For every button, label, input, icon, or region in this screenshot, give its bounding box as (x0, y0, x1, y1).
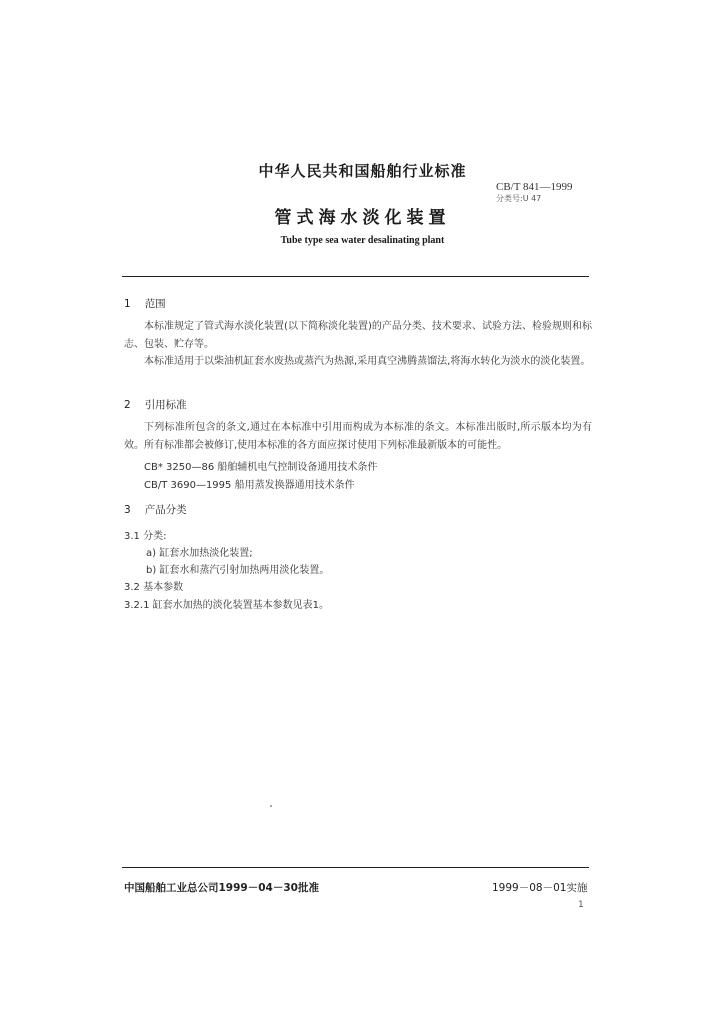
section-3-title: 产品分类 (144, 504, 187, 516)
section-2-heading (124, 397, 187, 412)
section-2-number: 2 (124, 399, 131, 411)
section-1-heading (124, 296, 166, 311)
classification-item-b: b) 缸套水和蒸汽引射加热两用淡化装置。 (146, 565, 330, 576)
page-number: 1 (578, 900, 584, 910)
section-3-1-heading: 3.1 分类: (124, 531, 167, 542)
standard-code: CB/T 841—1999 (496, 181, 573, 193)
footer-divider (122, 867, 589, 868)
classification-number: 分类号:U 47 (496, 194, 542, 203)
section-1-paragraph-1: 本标准规定了管式海水淡化装置(以下简称淡化装置)的产品分类、技术要求、试验方法、检验规则和标志、包装、贮存等。 (124, 321, 592, 350)
approval-note: 中国船舶工业总公司1999－04－30批准 (124, 882, 319, 894)
implementation-date: 1999－08－01实施 (492, 882, 588, 894)
header-divider (122, 276, 589, 277)
section-1-paragraph-2: 本标准适用于以柴油机缸套水废热或蒸汽为热源,采用真空沸腾蒸馏法,将海水转化为淡水的淡化装置。 (144, 356, 591, 367)
section-3-heading (124, 502, 187, 517)
reference-standard-1: CB* 3250—86 船舶辅机电气控制设备通用技术条件 (144, 462, 378, 473)
document-title-en: Tube type sea water desalinating plant (280, 235, 445, 246)
section-3-2-1-text: 3.2.1 缸套水加热的淡化装置基本参数见表1。 (124, 600, 329, 611)
section-3-2-heading: 3.2 基本参数 (124, 582, 184, 593)
section-2-paragraph-1: 下列标准所包含的条文,通过在本标准中引用而构成为本标准的条文。本标准出版时,所示版本均为有效。所有标准都会被修订,使用本标准的各方面应探讨使用下列标准最新版本的可能性。 (124, 422, 592, 451)
reference-standard-2: CB/T 3690—1995 船用蒸发换器通用技术条件 (144, 480, 355, 491)
classification-item-a: a) 缸套水加热淡化装置; (146, 548, 253, 559)
section-3-number: 3 (124, 504, 131, 516)
section-2-title: 引用标准 (144, 399, 187, 411)
industry-standard-heading: 中华人民共和国船舶行业标准 (258, 162, 467, 180)
document-title-cn: 管式海水淡化装置 (274, 208, 451, 228)
scan-speck (270, 805, 272, 807)
section-1-title: 范围 (144, 298, 166, 310)
section-1-number: 1 (124, 298, 131, 310)
